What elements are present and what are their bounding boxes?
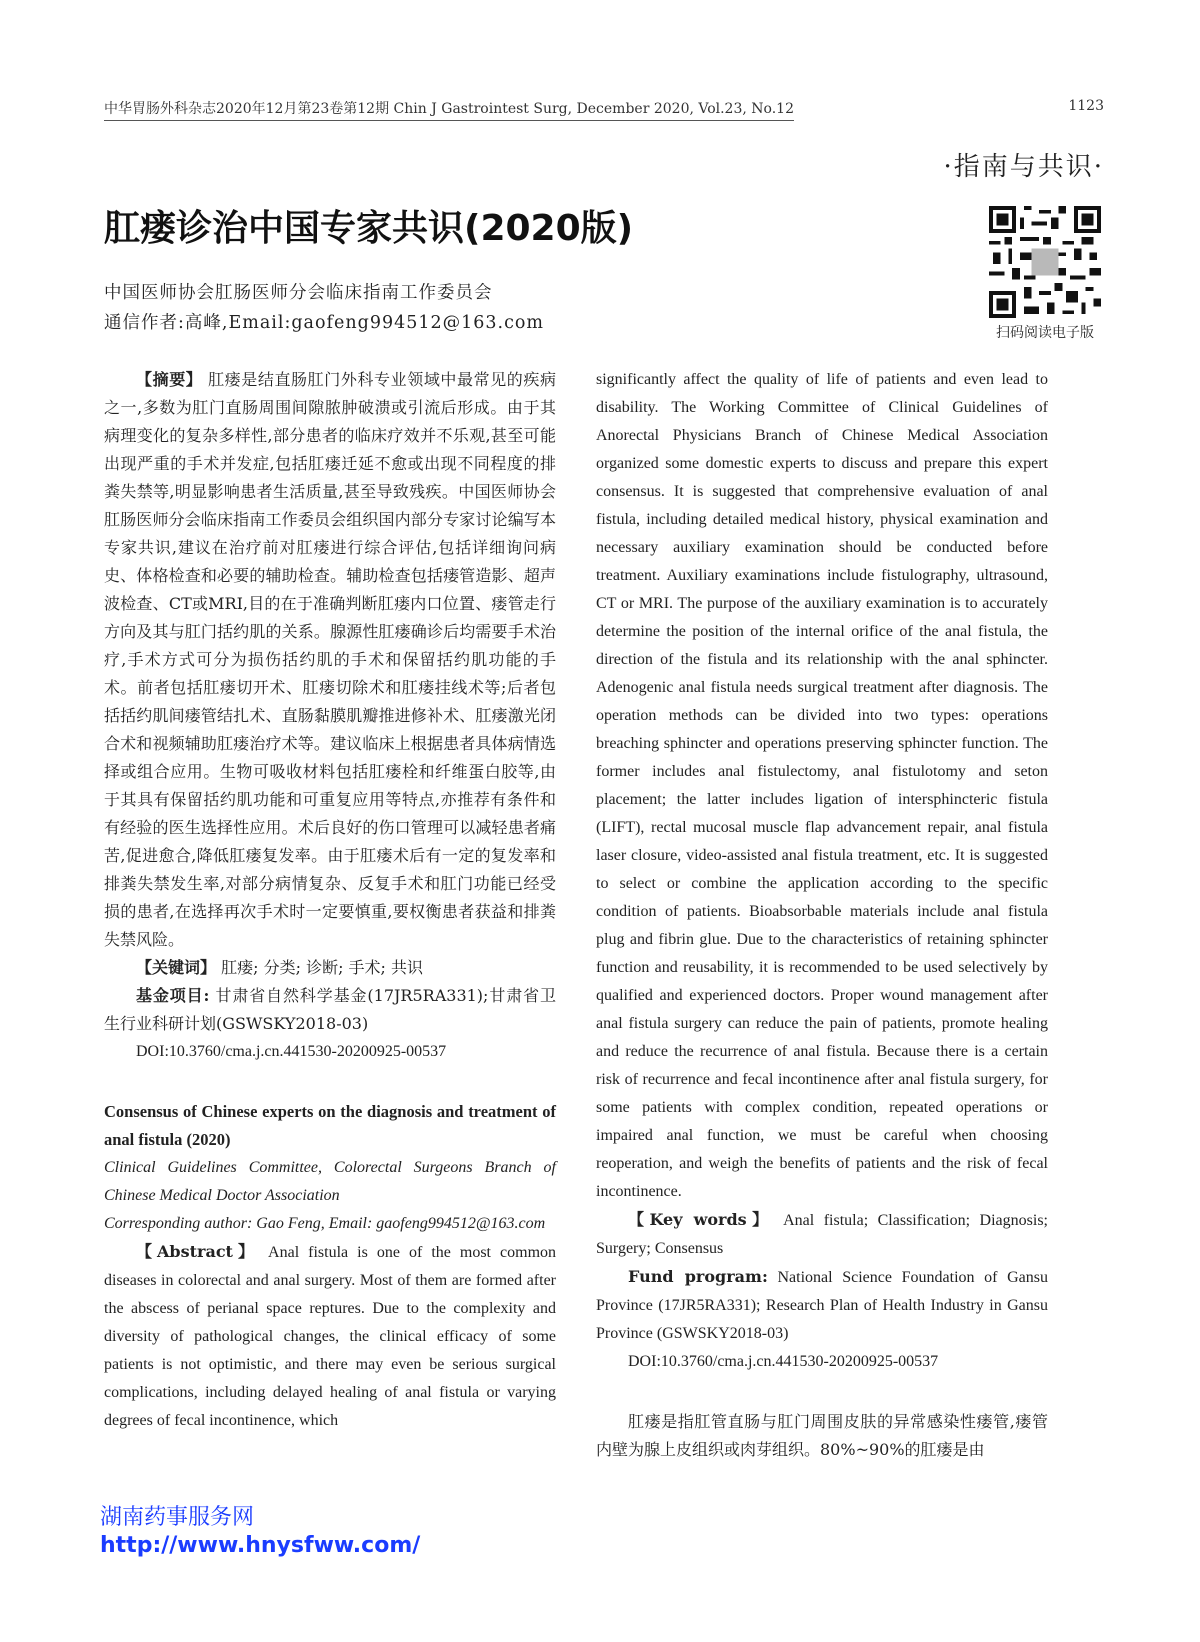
journal-citation: 中华胃肠外科杂志2020年12月第23卷第12期 Chin J Gastrointest Surg, December 2020, Vol.23, No.12 bbox=[104, 98, 794, 121]
english-keywords-label: 【Key words】 bbox=[628, 1210, 774, 1229]
english-fund bbox=[596, 1263, 1048, 1348]
right-column bbox=[596, 366, 1048, 1464]
english-fund-text: National Science Foundation of Gansu Province (17JR5RA331); Research Plan of Health Industry in Gansu Province (GSWSKY2018-03) bbox=[596, 1269, 1048, 1342]
keywords-text: 肛瘘; 分类; 诊断; 手术; 共识 bbox=[221, 958, 424, 977]
author-organization: 中国医师协会肛肠医师分会临床指南工作委员会 bbox=[104, 283, 493, 303]
fund-label: 基金项目: bbox=[136, 986, 210, 1005]
qr-caption: 扫码阅读电子版 bbox=[996, 325, 1094, 341]
page-number: 1123 bbox=[1068, 98, 1104, 114]
english-corresponding-author: Corresponding author: Gao Feng, Email: gaofeng994512@163.com bbox=[104, 1215, 546, 1232]
english-keywords bbox=[596, 1206, 1048, 1263]
watermark-url[interactable]: http://www.hnysfww.com/ bbox=[100, 1533, 421, 1558]
english-keywords-text: Anal fistula; Classification; Diagnosis; Surgery; Consensus bbox=[596, 1212, 1048, 1257]
author-block bbox=[104, 278, 544, 338]
column-tag: ·指南与共识· bbox=[943, 152, 1104, 182]
keywords-label: 【关键词】 bbox=[136, 958, 217, 977]
english-doi[interactable]: DOI:10.3760/cma.j.cn.441530-20200925-00537 bbox=[628, 1353, 939, 1370]
abstract-label: 【摘要】 bbox=[136, 370, 203, 389]
english-authors: Clinical Guidelines Committee, Colorectal Surgeons Branch of Chinese Medical Doctor Association bbox=[104, 1159, 556, 1204]
abstract-text: 肛瘘是结直肠肛门外科专业领域中最常见的疾病之一,多数为肛门直肠周围间隙脓肿破溃或引流后形成。由于其病理变化的复杂多样性,部分患者的临床疗效并不乐观,甚至可能出现严重的手术并发症,包括肛瘘迁延不愈或出现不同程度的排粪失禁等,明显影响患者生活质量,甚至导致残疾。中国医师协会肛肠医师分会临床指南工作委员会组织国内部分专家讨论编写本专家共识,建议在治疗前对肛瘘进行综合评估,包括详细询问病史、体格检查和必要的辅助检查。辅助检查包括瘘管造影、超声波检查、CT或MRI,目的在于准确判断肛瘘内口位置、瘘管走行方向及其与肛门括约肌的关系。腺源性肛瘘确诊后均需要手术治疗,手术方式可分为损伤括约肌的手术和保留括约肌功能的手术。前者包括肛瘘切开术、肛瘘切除术和肛瘘挂线术等;后者包括括约肌间瘘管结扎术、直肠黏膜肌瓣推进修补术、肛瘘激光闭合术和视频辅助肛瘘治疗术等。建议临床上根据患者具体病情选择或组合应用。生物可吸收材料包括肛瘘栓和纤维蛋白胶等,由于其具有保留括约肌功能和可重复应用等特点,亦推荐有条件和有经验的医生选择性应用。术后良好的伤口管理可以减轻患者痛苦,促进愈合,降低肛瘘复发率。由于肛瘘术后有一定的复发率和排粪失禁发生率,对部分病情复杂、反复手术和肛门功能已经受损的患者,在选择再次手术时一定要慎重,要权衡患者获益和排粪失禁风险。 bbox=[104, 370, 556, 949]
watermark-site-name: 湖南药事服务网 bbox=[100, 1505, 255, 1530]
paper-title: 肛瘘诊治中国专家共识(2020版) bbox=[104, 208, 634, 249]
english-abstract-continued: significantly affect the quality of life of patients and even lead to disability. The Working Committee of Clinical Guidelines of Anorectal Physicians Branch of Chinese Medical Association organized some domestic experts to discuss and prepare this expert consensus. It is suggested that comprehensive evaluation of anal fistula, including detailed medical history, physical examination and necessary auxiliary examination should be conducted before treatment. Auxiliary examinations include fistulography, ultrasound, CT or MRI. The purpose of the auxiliary examination is to accurately determine the position of the internal orifice of the anal fistula, the direction of the fistula and its relationship with the anal sphincter. Adenogenic anal fistula needs surgical treatment after diagnosis. The operation methods can be divided into two types: operations breaching sphincter and operations preserving sphincter function. The former includes anal fistulectomy, anal fistulotomy and seton placement; the latter includes ligation of intersphincteric fistula (LIFT), rectal mucosal muscle flap advancement repair, anal fistula laser closure, video-assisted anal fistula treatment, etc. It is suggested to select or combine the application according to the specific condition of patients. Bioabsorbable materials include anal fistula plug and fibrin glue. Due to the characteristics of retaining sphincter function and reusability, it is recommended to be used selectively by qualified and experienced doctors. Proper wound management after anal fistula surgery can reduce the pain of patients, promote healing and reduce the recurrence of anal fistula. Because there is a certain risk of recurrence and fecal incontinence after anal fistula surgery, for some patients with complex condition, repeated operations or impaired anal function, we must be careful when choosing reoperation, and weigh the benefits of patients and the risk of fecal incontinence. bbox=[596, 371, 1048, 1200]
chinese-doi[interactable]: DOI:10.3760/cma.j.cn.441530-20200925-00537 bbox=[136, 1043, 447, 1060]
running-head bbox=[104, 98, 1104, 121]
chinese-keywords bbox=[104, 954, 556, 982]
fund-text: 甘肃省自然科学基金(17JR5RA331);甘肃省卫生行业科研计划(GSWSKY2018-03) bbox=[104, 986, 556, 1033]
corresponding-author: 通信作者:高峰,Email:gaofeng994512@163.com bbox=[104, 313, 545, 333]
english-fund-label: Fund program: bbox=[628, 1267, 768, 1286]
english-abstract-label: 【Abstract】 bbox=[136, 1242, 259, 1261]
left-column bbox=[104, 366, 556, 1435]
qr-code-icon[interactable] bbox=[989, 206, 1101, 318]
introduction-paragraph: 肛瘘是指肛管直肠与肛门周围皮肤的异常感染性瘘管,瘘管内壁为腺上皮组织或肉芽组织。80%~90%的肛瘘是由 bbox=[596, 1412, 1048, 1459]
site-watermark bbox=[100, 1504, 420, 1560]
english-title: Consensus of Chinese experts on the diagnosis and treatment of anal fistula (2020) bbox=[104, 1102, 556, 1149]
qr-block bbox=[986, 206, 1104, 342]
chinese-fund bbox=[104, 982, 556, 1038]
english-abstract-start bbox=[104, 1238, 556, 1435]
english-abstract-text-left: Anal fistula is one of the most common diseases in colorectal and anal surgery. Most of them are formed after the abscess of perianal space reptures. Due to the complexity and diversity of pathological changes, the clinical efficacy of some patients is not optimistic, and there may even be serious surgical complications, including delayed healing of anal fistula or varying degrees of fecal incontinence, which bbox=[104, 1244, 557, 1429]
chinese-abstract bbox=[104, 366, 556, 954]
